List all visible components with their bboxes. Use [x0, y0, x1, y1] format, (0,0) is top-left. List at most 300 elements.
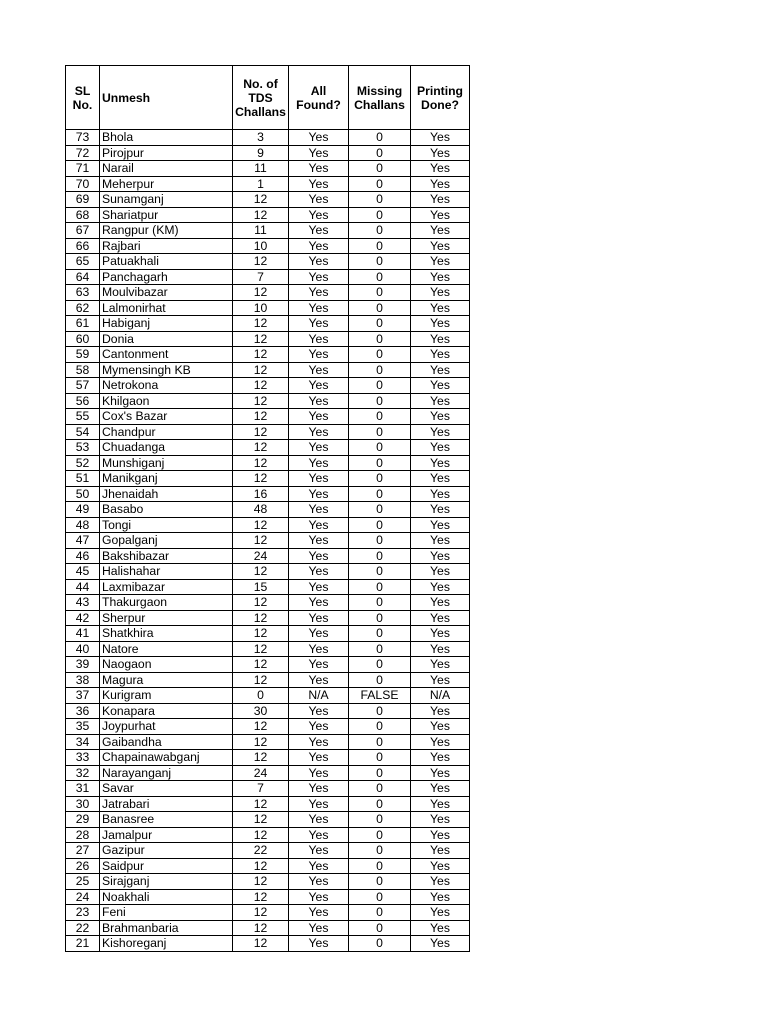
table-row [66, 238, 470, 254]
unmesh-name-cell: Moulvibazar [100, 285, 233, 301]
missing-challans-cell: 0 [349, 889, 411, 905]
sl-no-cell: 64 [66, 269, 100, 285]
printing-done-cell: Yes [411, 238, 470, 254]
missing-challans-cell: 0 [349, 285, 411, 301]
tds-challans-cell: 12 [233, 827, 289, 843]
header-text: TDS [248, 90, 273, 105]
sl-no-cell: 49 [66, 502, 100, 518]
challan-table [65, 65, 470, 952]
tds-challans-cell: 12 [233, 657, 289, 673]
table-row [66, 378, 470, 394]
table-row [66, 393, 470, 409]
unmesh-name-cell: Feni [100, 905, 233, 921]
missing-challans-cell: 0 [349, 517, 411, 533]
tds-challans-cell: 9 [233, 145, 289, 161]
all-found-cell: Yes [289, 796, 349, 812]
printing-done-cell: Yes [411, 905, 470, 921]
tds-challans-cell: 12 [233, 626, 289, 642]
all-found-cell: Yes [289, 610, 349, 626]
tds-challans-cell: 12 [233, 719, 289, 735]
printing-done-cell: Yes [411, 626, 470, 642]
table-row [66, 533, 470, 549]
sl-no-cell: 22 [66, 920, 100, 936]
table-row [66, 362, 470, 378]
table-row [66, 657, 470, 673]
printing-done-cell: Yes [411, 719, 470, 735]
table-row [66, 889, 470, 905]
all-found-cell: Yes [289, 781, 349, 797]
sl-no-cell: 58 [66, 362, 100, 378]
missing-challans-cell: 0 [349, 316, 411, 332]
all-found-cell: Yes [289, 579, 349, 595]
tds-challans-cell: 12 [233, 192, 289, 208]
tds-challans-cell: 12 [233, 207, 289, 223]
printing-done-cell: Yes [411, 920, 470, 936]
unmesh-name-cell: Chapainawabganj [100, 750, 233, 766]
table-row [66, 440, 470, 456]
sl-no-cell: 52 [66, 455, 100, 471]
sl-no-cell: 36 [66, 703, 100, 719]
sl-no-cell: 68 [66, 207, 100, 223]
printing-done-cell: Yes [411, 517, 470, 533]
missing-challans-cell: 0 [349, 858, 411, 874]
sl-no-cell: 59 [66, 347, 100, 363]
all-found-cell: Yes [289, 455, 349, 471]
printing-done-cell: Yes [411, 192, 470, 208]
missing-challans-cell: 0 [349, 486, 411, 502]
tds-challans-cell: 12 [233, 641, 289, 657]
missing-challans-cell: 0 [349, 595, 411, 611]
sl-no-cell: 54 [66, 424, 100, 440]
all-found-cell: Yes [289, 393, 349, 409]
tds-challans-cell: 12 [233, 889, 289, 905]
all-found-cell: Yes [289, 207, 349, 223]
sl-no-cell: 56 [66, 393, 100, 409]
tds-challans-cell: 12 [233, 812, 289, 828]
tds-challans-cell: 12 [233, 564, 289, 580]
all-found-cell: Yes [289, 409, 349, 425]
header-text: No. of [243, 76, 278, 91]
sl-no-cell: 34 [66, 734, 100, 750]
all-found-cell: Yes [289, 486, 349, 502]
missing-challans-cell: 0 [349, 331, 411, 347]
table-row [66, 750, 470, 766]
tds-challans-cell: 3 [233, 130, 289, 146]
printing-done-cell: Yes [411, 269, 470, 285]
all-found-cell: Yes [289, 300, 349, 316]
all-found-cell: Yes [289, 719, 349, 735]
sl-no-cell: 35 [66, 719, 100, 735]
tds-challans-cell: 12 [233, 424, 289, 440]
printing-done-cell: Yes [411, 316, 470, 332]
header-text: All [310, 83, 327, 98]
all-found-cell: Yes [289, 734, 349, 750]
sl-no-cell: 21 [66, 936, 100, 952]
table-row [66, 610, 470, 626]
table-row [66, 734, 470, 750]
all-found-cell: Yes [289, 238, 349, 254]
printing-done-cell: Yes [411, 300, 470, 316]
table-header [66, 66, 470, 130]
printing-done-cell: Yes [411, 796, 470, 812]
table-row [66, 796, 470, 812]
sl-no-cell: 65 [66, 254, 100, 270]
missing-challans-cell: 0 [349, 300, 411, 316]
table-row [66, 347, 470, 363]
sl-no-cell: 48 [66, 517, 100, 533]
unmesh-name-cell: Cox's Bazar [100, 409, 233, 425]
missing-challans-cell: 0 [349, 238, 411, 254]
sl-no-cell: 29 [66, 812, 100, 828]
missing-challans-cell: 0 [349, 781, 411, 797]
sl-no-cell: 37 [66, 688, 100, 704]
sl-no-cell: 57 [66, 378, 100, 394]
sl-no-cell: 31 [66, 781, 100, 797]
sl-no-cell: 73 [66, 130, 100, 146]
all-found-cell: Yes [289, 827, 349, 843]
missing-challans-cell: 0 [349, 610, 411, 626]
table-row [66, 688, 470, 704]
unmesh-name-cell: Savar [100, 781, 233, 797]
all-found-cell: Yes [289, 626, 349, 642]
tds-challans-cell: 1 [233, 176, 289, 192]
all-found-cell: Yes [289, 331, 349, 347]
unmesh-name-cell: Noakhali [100, 889, 233, 905]
unmesh-name-cell: Narayanganj [100, 765, 233, 781]
printing-done-cell: Yes [411, 889, 470, 905]
unmesh-name-cell: Narail [100, 161, 233, 177]
missing-challans-cell: 0 [349, 905, 411, 921]
table-row [66, 223, 470, 239]
all-found-cell: Yes [289, 424, 349, 440]
unmesh-name-cell: Brahmanbaria [100, 920, 233, 936]
all-found-cell: Yes [289, 223, 349, 239]
missing-challans-cell: 0 [349, 874, 411, 890]
printing-done-cell: Yes [411, 579, 470, 595]
unmesh-name-cell: Tongi [100, 517, 233, 533]
table-row [66, 176, 470, 192]
unmesh-name-cell: Jamalpur [100, 827, 233, 843]
printing-done-cell: Yes [411, 734, 470, 750]
sl-no-cell: 47 [66, 533, 100, 549]
header-missing-challans [349, 66, 411, 130]
sl-no-cell: 28 [66, 827, 100, 843]
table-row [66, 130, 470, 146]
printing-done-cell: Yes [411, 455, 470, 471]
tds-challans-cell: 11 [233, 223, 289, 239]
unmesh-name-cell: Natore [100, 641, 233, 657]
sl-no-cell: 70 [66, 176, 100, 192]
header-text: Done? [421, 97, 459, 112]
missing-challans-cell: 0 [349, 812, 411, 828]
printing-done-cell: Yes [411, 595, 470, 611]
sl-no-cell: 27 [66, 843, 100, 859]
all-found-cell: Yes [289, 843, 349, 859]
unmesh-name-cell: Kurigram [100, 688, 233, 704]
table-row [66, 827, 470, 843]
tds-challans-cell: 10 [233, 300, 289, 316]
header-text: Challans [235, 104, 286, 119]
missing-challans-cell: 0 [349, 765, 411, 781]
missing-challans-cell: 0 [349, 734, 411, 750]
header-tds-challans [233, 66, 289, 130]
printing-done-cell: Yes [411, 564, 470, 580]
sl-no-cell: 32 [66, 765, 100, 781]
all-found-cell: Yes [289, 595, 349, 611]
printing-done-cell: Yes [411, 285, 470, 301]
tds-challans-cell: 12 [233, 517, 289, 533]
tds-challans-cell: 12 [233, 455, 289, 471]
unmesh-name-cell: Shatkhira [100, 626, 233, 642]
table-row [66, 161, 470, 177]
header-text: Found? [296, 97, 341, 112]
unmesh-name-cell: Magura [100, 672, 233, 688]
table-row [66, 765, 470, 781]
missing-challans-cell: 0 [349, 502, 411, 518]
sl-no-cell: 33 [66, 750, 100, 766]
unmesh-name-cell: Chandpur [100, 424, 233, 440]
printing-done-cell: Yes [411, 331, 470, 347]
header-text: Printing [416, 83, 464, 98]
sl-no-cell: 23 [66, 905, 100, 921]
unmesh-name-cell: Mymensingh KB [100, 362, 233, 378]
tds-challans-cell: 12 [233, 347, 289, 363]
table-row [66, 641, 470, 657]
printing-done-cell: Yes [411, 378, 470, 394]
sl-no-cell: 62 [66, 300, 100, 316]
missing-challans-cell: 0 [349, 455, 411, 471]
printing-done-cell: Yes [411, 362, 470, 378]
all-found-cell: Yes [289, 874, 349, 890]
missing-challans-cell: 0 [349, 424, 411, 440]
missing-challans-cell: 0 [349, 626, 411, 642]
missing-challans-cell: 0 [349, 161, 411, 177]
missing-challans-cell: 0 [349, 440, 411, 456]
header-printing-done [411, 66, 470, 130]
header-all-found [289, 66, 349, 130]
all-found-cell: Yes [289, 533, 349, 549]
table-row [66, 517, 470, 533]
missing-challans-cell: 0 [349, 920, 411, 936]
header-text: Unmesh [102, 90, 151, 105]
table-row [66, 703, 470, 719]
missing-challans-cell: 0 [349, 471, 411, 487]
missing-challans-cell: 0 [349, 703, 411, 719]
unmesh-name-cell: Shariatpur [100, 207, 233, 223]
missing-challans-cell: 0 [349, 409, 411, 425]
printing-done-cell: Yes [411, 409, 470, 425]
missing-challans-cell: 0 [349, 207, 411, 223]
header-text: Challans [354, 97, 405, 112]
all-found-cell: Yes [289, 641, 349, 657]
unmesh-name-cell: Pirojpur [100, 145, 233, 161]
table-body [66, 130, 470, 952]
table-row [66, 858, 470, 874]
tds-challans-cell: 12 [233, 936, 289, 952]
tds-challans-cell: 12 [233, 858, 289, 874]
unmesh-name-cell: Kishoreganj [100, 936, 233, 952]
missing-challans-cell: 0 [349, 176, 411, 192]
all-found-cell: Yes [289, 269, 349, 285]
tds-challans-cell: 16 [233, 486, 289, 502]
tds-challans-cell: 12 [233, 750, 289, 766]
all-found-cell: N/A [289, 688, 349, 704]
sl-no-cell: 40 [66, 641, 100, 657]
all-found-cell: Yes [289, 378, 349, 394]
table-row [66, 502, 470, 518]
printing-done-cell: Yes [411, 750, 470, 766]
tds-challans-cell: 24 [233, 765, 289, 781]
missing-challans-cell: FALSE [349, 688, 411, 704]
all-found-cell: Yes [289, 889, 349, 905]
unmesh-name-cell: Patuakhali [100, 254, 233, 270]
printing-done-cell: Yes [411, 533, 470, 549]
tds-challans-cell: 12 [233, 409, 289, 425]
printing-done-cell: Yes [411, 471, 470, 487]
header-text: No. [72, 97, 93, 112]
table-row [66, 626, 470, 642]
printing-done-cell: Yes [411, 207, 470, 223]
tds-challans-cell: 12 [233, 393, 289, 409]
sl-no-cell: 66 [66, 238, 100, 254]
table-row [66, 936, 470, 952]
printing-done-cell: Yes [411, 161, 470, 177]
missing-challans-cell: 0 [349, 533, 411, 549]
sl-no-cell: 43 [66, 595, 100, 611]
missing-challans-cell: 0 [349, 378, 411, 394]
missing-challans-cell: 0 [349, 657, 411, 673]
table-row [66, 905, 470, 921]
unmesh-name-cell: Panchagarh [100, 269, 233, 285]
missing-challans-cell: 0 [349, 579, 411, 595]
printing-done-cell: Yes [411, 781, 470, 797]
all-found-cell: Yes [289, 920, 349, 936]
missing-challans-cell: 0 [349, 936, 411, 952]
sl-no-cell: 39 [66, 657, 100, 673]
unmesh-name-cell: Saidpur [100, 858, 233, 874]
all-found-cell: Yes [289, 672, 349, 688]
unmesh-name-cell: Donia [100, 331, 233, 347]
table-row [66, 548, 470, 564]
sl-no-cell: 38 [66, 672, 100, 688]
tds-challans-cell: 10 [233, 238, 289, 254]
all-found-cell: Yes [289, 145, 349, 161]
tds-challans-cell: 12 [233, 610, 289, 626]
table-row [66, 207, 470, 223]
missing-challans-cell: 0 [349, 750, 411, 766]
unmesh-name-cell: Joypurhat [100, 719, 233, 735]
missing-challans-cell: 0 [349, 843, 411, 859]
all-found-cell: Yes [289, 858, 349, 874]
sl-no-cell: 26 [66, 858, 100, 874]
all-found-cell: Yes [289, 192, 349, 208]
table-row [66, 595, 470, 611]
unmesh-name-cell: Thakurgaon [100, 595, 233, 611]
missing-challans-cell: 0 [349, 223, 411, 239]
all-found-cell: Yes [289, 564, 349, 580]
table-row [66, 812, 470, 828]
all-found-cell: Yes [289, 285, 349, 301]
header-text: SL [74, 83, 91, 98]
unmesh-name-cell: Gazipur [100, 843, 233, 859]
printing-done-cell: Yes [411, 672, 470, 688]
unmesh-name-cell: Munshiganj [100, 455, 233, 471]
sl-no-cell: 50 [66, 486, 100, 502]
unmesh-name-cell: Konapara [100, 703, 233, 719]
tds-challans-cell: 0 [233, 688, 289, 704]
tds-challans-cell: 12 [233, 285, 289, 301]
all-found-cell: Yes [289, 812, 349, 828]
sl-no-cell: 41 [66, 626, 100, 642]
all-found-cell: Yes [289, 905, 349, 921]
table-row [66, 269, 470, 285]
table-row [66, 254, 470, 270]
unmesh-name-cell: Laxmibazar [100, 579, 233, 595]
unmesh-name-cell: Manikganj [100, 471, 233, 487]
table-row [66, 145, 470, 161]
unmesh-name-cell: Bhola [100, 130, 233, 146]
tds-challans-cell: 7 [233, 269, 289, 285]
sl-no-cell: 46 [66, 548, 100, 564]
tds-challans-cell: 12 [233, 533, 289, 549]
missing-challans-cell: 0 [349, 548, 411, 564]
all-found-cell: Yes [289, 254, 349, 270]
tds-challans-cell: 12 [233, 874, 289, 890]
tds-challans-cell: 12 [233, 595, 289, 611]
sl-no-cell: 45 [66, 564, 100, 580]
missing-challans-cell: 0 [349, 269, 411, 285]
printing-done-cell: Yes [411, 223, 470, 239]
tds-challans-cell: 48 [233, 502, 289, 518]
unmesh-name-cell: Netrokona [100, 378, 233, 394]
all-found-cell: Yes [289, 517, 349, 533]
printing-done-cell: Yes [411, 502, 470, 518]
tds-challans-cell: 15 [233, 579, 289, 595]
header-unmesh [100, 66, 233, 130]
tds-challans-cell: 30 [233, 703, 289, 719]
tds-challans-cell: 12 [233, 471, 289, 487]
all-found-cell: Yes [289, 703, 349, 719]
header-row [66, 66, 470, 130]
printing-done-cell: Yes [411, 874, 470, 890]
printing-done-cell: Yes [411, 440, 470, 456]
unmesh-name-cell: Sunamganj [100, 192, 233, 208]
printing-done-cell: Yes [411, 765, 470, 781]
all-found-cell: Yes [289, 316, 349, 332]
tds-challans-cell: 12 [233, 672, 289, 688]
printing-done-cell: Yes [411, 548, 470, 564]
missing-challans-cell: 0 [349, 719, 411, 735]
unmesh-name-cell: Rangpur (KM) [100, 223, 233, 239]
table-row [66, 874, 470, 890]
unmesh-name-cell: Habiganj [100, 316, 233, 332]
missing-challans-cell: 0 [349, 347, 411, 363]
table-row [66, 781, 470, 797]
missing-challans-cell: 0 [349, 254, 411, 270]
table-row [66, 486, 470, 502]
all-found-cell: Yes [289, 471, 349, 487]
sl-no-cell: 44 [66, 579, 100, 595]
unmesh-name-cell: Rajbari [100, 238, 233, 254]
unmesh-name-cell: Basabo [100, 502, 233, 518]
tds-challans-cell: 12 [233, 920, 289, 936]
sl-no-cell: 72 [66, 145, 100, 161]
printing-done-cell: Yes [411, 843, 470, 859]
tds-challans-cell: 12 [233, 331, 289, 347]
missing-challans-cell: 0 [349, 827, 411, 843]
tds-challans-cell: 22 [233, 843, 289, 859]
printing-done-cell: Yes [411, 393, 470, 409]
